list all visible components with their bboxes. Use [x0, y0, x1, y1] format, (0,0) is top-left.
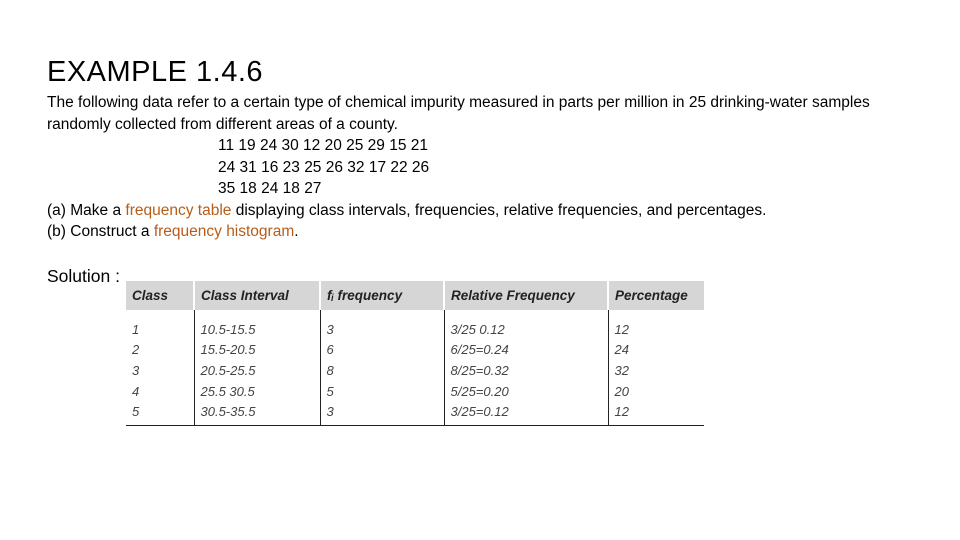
part-a [47, 200, 927, 222]
cell-frequency: 5 [320, 381, 444, 402]
part-b-text: (b) Construct a [47, 223, 154, 240]
table-row [126, 310, 704, 340]
table-row [126, 401, 704, 425]
cell-frequency: 8 [320, 360, 444, 381]
table-row [126, 340, 704, 361]
cell-percentage: 12 [614, 321, 629, 337]
cell-relative-frequency: 3/25 0.12 [444, 310, 608, 340]
part-b-highlight: frequency histogram [153, 223, 295, 240]
cell-class: 1 [126, 310, 194, 340]
header-class-interval: Class Interval [194, 281, 320, 310]
cell-percentage: 20 [614, 383, 629, 399]
part-b-rest: . [294, 223, 299, 240]
cell-percentage: 32 [614, 362, 629, 378]
cell-relative-frequency: 3/25=0.12 [444, 401, 608, 425]
cell-class-interval: 25.5 30.5 [194, 381, 320, 402]
cell-frequency: 3 [320, 401, 444, 425]
cell-class: 3 [126, 360, 194, 381]
data-line-2: 24 31 16 23 25 26 32 17 22 26 [218, 158, 430, 176]
header-relative-frequency: Relative Frequency [444, 281, 608, 310]
slide-title: EXAMPLE 1.4.6 [47, 56, 264, 88]
table-header-row [126, 281, 704, 310]
cell-relative-frequency: 5/25=0.20 [444, 381, 608, 402]
cell-class: 5 [126, 401, 194, 425]
problem-intro: The following data refer to a certain type of chemical impurity measured in parts per million in 25 drinking-water samples randomly collected from different areas of a county. [47, 94, 870, 133]
table-row [126, 360, 704, 381]
cell-class-interval: 20.5-25.5 [194, 360, 320, 381]
part-a-rest: displaying class intervals, frequencies, relative frequencies, and percentages. [231, 201, 767, 219]
cell-frequency: 6 [320, 340, 444, 361]
cell-relative-frequency: 8/25=0.32 [444, 360, 608, 381]
cell-percentage: 24 [614, 342, 629, 358]
header-percentage: Percentage [608, 281, 704, 310]
cell-percentage: 12 [608, 401, 704, 425]
cell-class-interval: 30.5-35.5 [194, 401, 320, 425]
part-a-highlight: frequency table [125, 201, 232, 219]
header-class: Class [126, 281, 194, 310]
cell-class-interval: 15.5-20.5 [194, 340, 320, 361]
data-line-3: 35 18 24 18 27 [218, 180, 322, 197]
cell-relative-frequency: 6/25=0.24 [444, 340, 608, 361]
problem-statement [47, 92, 927, 243]
cell-class: 2 [126, 340, 194, 361]
part-a-text: (a) Make a [47, 201, 126, 219]
solution-label: Solution : [47, 266, 120, 286]
header-frequency: fᵢ frequency [320, 281, 444, 310]
data-line-1: 11 19 24 30 12 20 25 29 15 21 [218, 137, 429, 154]
cell-frequency: 3 [320, 310, 444, 340]
cell-class-interval: 10.5-15.5 [194, 310, 320, 340]
table-row [126, 381, 704, 402]
part-b [47, 221, 927, 243]
cell-class: 4 [126, 381, 194, 402]
frequency-table [126, 281, 704, 426]
